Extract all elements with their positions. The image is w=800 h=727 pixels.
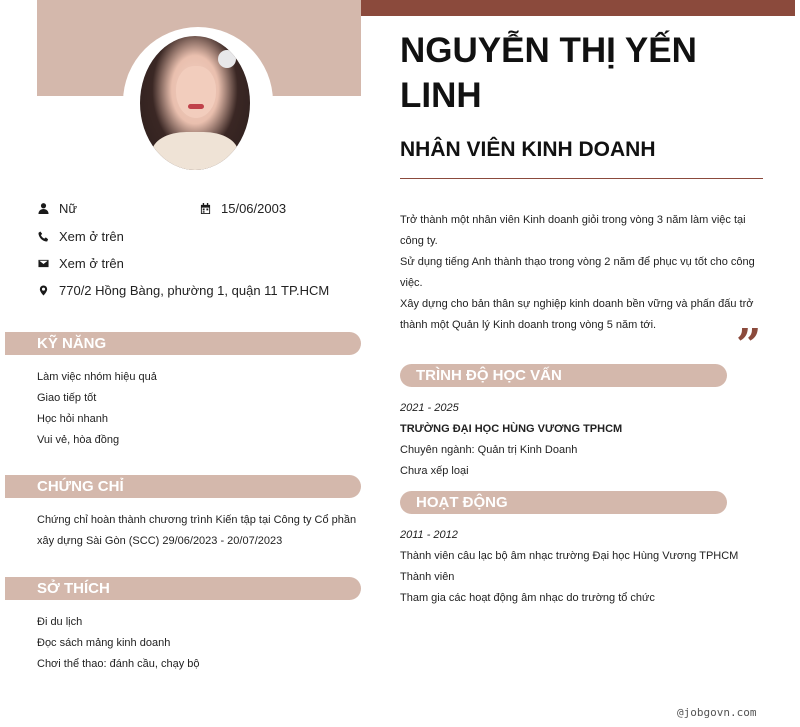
candidate-name: NGUYỄN THỊ YẾN LINH (400, 31, 697, 115)
gender-value: Nữ (59, 201, 78, 216)
activity-period: 2011 - 2012 (400, 529, 458, 541)
certificates-text (37, 510, 356, 552)
objective-line: việc. (400, 277, 423, 289)
skill-item: Giao tiếp tốt (37, 392, 97, 404)
phone-icon (37, 230, 49, 243)
certificates-heading: CHỨNG CHỈ (5, 475, 361, 498)
birthdate-row (199, 201, 286, 216)
skill-item: Vui vẻ, hòa đồng (37, 434, 120, 446)
activity-desc: Tham gia các hoạt động âm nhạc do trường tổ chức (400, 592, 655, 604)
hair-flower (218, 50, 236, 68)
hobbies-list (37, 612, 200, 675)
certificate-line: Chứng chỉ hoàn thành chương trình Kiến tập tại Công ty Cổ phần (37, 514, 357, 526)
objective-line: Sử dụng tiếng Anh thành thạo trong vòng 2 năm để phục vụ tốt cho công (400, 256, 755, 268)
objective-line: công ty. (400, 235, 438, 247)
address-value: 770/2 Hồng Bàng, phường 1, quận 11 TP.HCM (59, 283, 330, 298)
education-period: 2021 - 2025 (400, 402, 459, 414)
top-accent-bar (361, 0, 795, 16)
hobby-item: Đọc sách mảng kinh doanh (37, 637, 171, 649)
education-heading: TRÌNH ĐỘ HỌC VẤN (400, 364, 727, 387)
quote-mark-icon: ” (736, 320, 762, 371)
objective-line: thành một Quản lý Kinh doanh trong vòng 5 năm tới. (400, 319, 657, 331)
activity-org: Thành viên câu lạc bộ âm nhạc trường Đại học Hùng Vương TPHCM (400, 550, 739, 562)
phone-row (37, 229, 124, 244)
email-icon (37, 257, 49, 270)
career-objective (400, 210, 770, 336)
skill-item: Học hỏi nhanh (37, 413, 108, 425)
education-grade: Chưa xếp loại (400, 465, 469, 477)
skill-item: Làm việc nhóm hiệu quả (37, 371, 157, 383)
birthdate-value: 15/06/2003 (221, 201, 287, 216)
education-details (400, 398, 622, 482)
skills-heading: KỸ NĂNG (5, 332, 361, 355)
gender-row (37, 201, 77, 216)
location-icon (37, 284, 49, 297)
objective-line: Xây dựng cho bản thân sự nghiệp kinh doanh bền vững và phấn đấu trở (400, 298, 754, 310)
activities-details (400, 525, 738, 609)
photo-lips (188, 104, 204, 109)
person-icon (37, 202, 49, 215)
activity-role: Thành viên (400, 571, 455, 583)
footer-watermark: @jobgovn.com (677, 706, 757, 719)
skills-list (37, 367, 157, 451)
education-major: Chuyên ngành: Quản trị Kinh Doanh (400, 444, 578, 456)
education-school: TRƯỜNG ĐẠI HỌC HÙNG VƯƠNG TPHCM (400, 423, 623, 435)
hobby-item: Chơi thể thao: đánh cầu, chạy bộ (37, 658, 200, 670)
hobbies-heading: SỞ THÍCH (5, 577, 361, 600)
certificate-line: xây dựng Sài Gòn (SCC) 29/06/2023 - 20/07/2023 (37, 535, 283, 547)
email-value: Xem ở trên (59, 256, 124, 271)
job-title: NHÂN VIÊN KINH DOANH (400, 138, 656, 161)
photo-dress (152, 132, 238, 170)
phone-value: Xem ở trên (59, 229, 124, 244)
email-row (37, 256, 124, 271)
hobby-item: Đi du lịch (37, 616, 83, 628)
activities-heading: HOẠT ĐỘNG (400, 491, 727, 514)
objective-line: Trở thành một nhân viên Kinh doanh giỏi trong vòng 3 năm làm việc tại (400, 214, 746, 226)
profile-photo (140, 36, 250, 170)
address-row (37, 283, 329, 298)
header-divider (400, 178, 763, 179)
calendar-icon (199, 202, 211, 215)
photo-face (176, 66, 216, 118)
